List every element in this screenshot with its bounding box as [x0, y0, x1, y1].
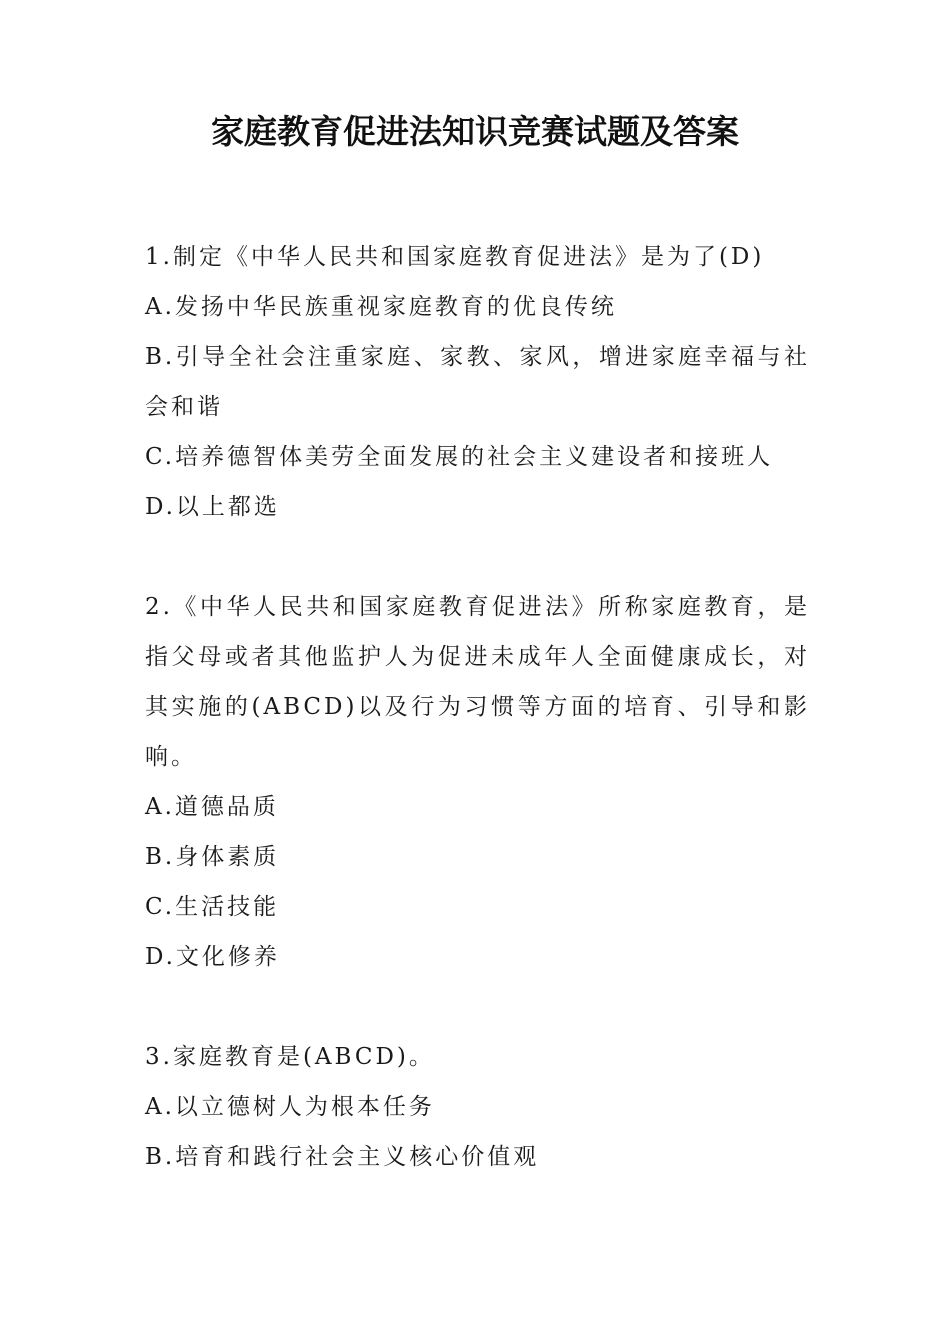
option-c: C.培养德智体美劳全面发展的社会主义建设者和接班人	[145, 444, 774, 470]
option-a: A.道德品质	[145, 794, 279, 820]
option-a: A.发扬中华民族重视家庭教育的优良传统	[145, 294, 617, 320]
option-a: A.以立德树人为根本任务	[145, 1094, 435, 1120]
option-b: B.培育和践行社会主义核心价值观	[145, 1144, 540, 1170]
question-2	[145, 582, 810, 982]
option-d: D.文化修养	[145, 944, 280, 970]
question-stem: 1.制定《中华人民共和国家庭教育促进法》是为了(D)	[145, 244, 765, 270]
question-list	[145, 232, 810, 1232]
question-3	[145, 1032, 810, 1182]
option-d: D.以上都选	[145, 494, 280, 520]
document-title: 家庭教育促进法知识竞赛试题及答案	[211, 112, 739, 151]
option-b: B.身体素质	[145, 844, 280, 870]
question-1	[145, 232, 810, 532]
option-c: C.生活技能	[145, 894, 280, 920]
question-stem: 2.《中华人民共和国家庭教育促进法》所称家庭教育，是指父母或者其他监护人为促进未成年人全面健康成长，对其实施的(ABCD)以及行为习惯等方面的培育、引导和影响。	[145, 594, 810, 770]
option-b: B.引导全社会注重家庭、家教、家风，增进家庭幸福与社会和谐	[145, 344, 810, 420]
question-stem: 3.家庭教育是(ABCD)。	[145, 1044, 435, 1070]
